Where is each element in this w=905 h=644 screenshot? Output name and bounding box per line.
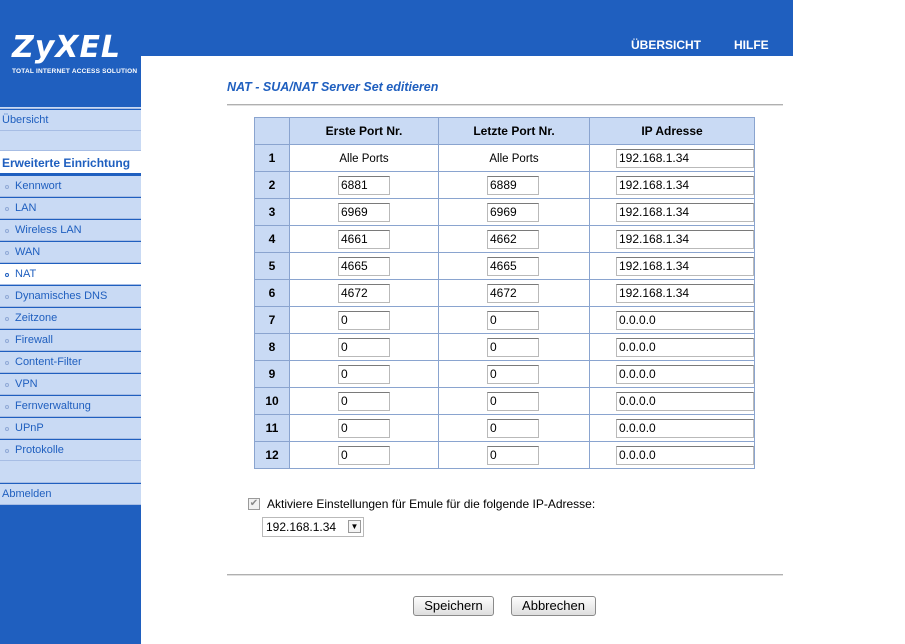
sidebar-item-firewall[interactable]	[0, 330, 141, 351]
chevron-down-icon[interactable]: ▼	[348, 520, 361, 533]
row-number: 5	[255, 253, 290, 280]
last-port-cell	[439, 307, 590, 334]
last-port-input[interactable]	[487, 446, 539, 465]
table-row	[255, 145, 755, 172]
sidebar-item-upnp[interactable]	[0, 418, 141, 439]
page-margin	[793, 0, 905, 644]
first-port-input[interactable]	[338, 176, 390, 195]
help-link[interactable]: HILFE	[734, 38, 769, 52]
last-port-input[interactable]	[487, 284, 539, 303]
sidebar-item-nat[interactable]	[0, 264, 141, 285]
ip-cell	[590, 442, 755, 469]
ip-address-input[interactable]	[616, 311, 754, 330]
overview-link[interactable]: ÜBERSICHT	[631, 38, 702, 52]
row-number: 3	[255, 199, 290, 226]
bullet-icon	[5, 317, 9, 321]
page-title: NAT - SUA/NAT Server Set editieren	[227, 80, 439, 94]
col-header-first-port: Erste Port Nr.	[290, 118, 439, 145]
last-port-input[interactable]	[487, 203, 539, 222]
table-row	[255, 253, 755, 280]
sidebar-item-vpn[interactable]	[0, 374, 141, 395]
bullet-icon	[5, 405, 9, 409]
header-curve	[141, 30, 221, 90]
sidebar-item-wireless-lan[interactable]	[0, 220, 141, 241]
row-number: 4	[255, 226, 290, 253]
ip-address-input[interactable]	[616, 284, 754, 303]
last-port-input[interactable]	[487, 392, 539, 411]
sidebar-item-overview[interactable]: Übersicht	[0, 110, 141, 131]
row-number: 10	[255, 388, 290, 415]
sidebar-item-label: Kennwort	[15, 180, 62, 192]
first-port-cell	[290, 253, 439, 280]
table-header-row	[255, 118, 755, 145]
ip-cell	[590, 388, 755, 415]
row-number: 12	[255, 442, 290, 469]
row-number: 9	[255, 361, 290, 388]
sidebar-item-lan[interactable]	[0, 198, 141, 219]
sidebar-item-label: Wireless LAN	[15, 224, 82, 236]
table-row	[255, 442, 755, 469]
first-port-cell	[290, 334, 439, 361]
first-port-input[interactable]	[338, 311, 390, 330]
bullet-icon	[5, 207, 9, 211]
bullet-icon	[5, 295, 9, 299]
ip-cell	[590, 172, 755, 199]
last-port-cell	[439, 199, 590, 226]
row-number: 11	[255, 415, 290, 442]
first-port-input[interactable]	[338, 338, 390, 357]
first-port-cell	[290, 415, 439, 442]
col-header-last-port: Letzte Port Nr.	[439, 118, 590, 145]
sidebar-item-label: UPnP	[15, 422, 44, 434]
sidebar-item-label: Protokolle	[15, 444, 64, 456]
sidebar-item-dynamisches-dns[interactable]	[0, 286, 141, 307]
bullet-icon	[5, 251, 9, 255]
table-row	[255, 172, 755, 199]
first-port-cell	[290, 226, 439, 253]
bullet-icon	[5, 339, 9, 343]
ip-address-input[interactable]	[616, 203, 754, 222]
ip-address-input[interactable]	[616, 257, 754, 276]
emule-ip-value: 192.168.1.34	[266, 520, 337, 534]
first-port-cell	[290, 442, 439, 469]
ip-address-input[interactable]	[616, 365, 754, 384]
bullet-icon	[5, 449, 9, 453]
last-port-cell	[439, 415, 590, 442]
row-number: 1	[255, 145, 290, 172]
first-port-input[interactable]	[338, 203, 390, 222]
ip-cell	[590, 226, 755, 253]
logo-subtitle: TOTAL INTERNET ACCESS SOLUTION	[12, 68, 138, 75]
bullet-icon	[5, 427, 9, 431]
sidebar-item-kennwort[interactable]	[0, 176, 141, 197]
ip-cell	[590, 334, 755, 361]
bullet-icon	[5, 383, 9, 387]
ip-address-input[interactable]	[616, 338, 754, 357]
last-port-cell	[439, 388, 590, 415]
last-port-input[interactable]	[487, 365, 539, 384]
ip-cell	[590, 253, 755, 280]
row-number: 8	[255, 334, 290, 361]
first-port-cell	[290, 199, 439, 226]
sidebar-item-label: NAT	[15, 268, 37, 280]
first-port-cell	[290, 172, 439, 199]
table-row	[255, 388, 755, 415]
sidebar-item-protokolle[interactable]	[0, 440, 141, 461]
last-port-cell	[439, 334, 590, 361]
row-number: 6	[255, 280, 290, 307]
last-port-cell	[439, 172, 590, 199]
sidebar-item-zeitzone[interactable]	[0, 308, 141, 329]
ip-cell	[590, 415, 755, 442]
table-row	[255, 226, 755, 253]
ip-address-input[interactable]	[616, 176, 754, 195]
table-body	[255, 145, 755, 469]
save-button[interactable]: Speichern	[413, 596, 494, 616]
divider-bottom	[227, 574, 783, 576]
table-row	[255, 361, 755, 388]
col-header-ip: IP Adresse	[590, 118, 755, 145]
sidebar-section-header: Erweiterte Einrichtung	[0, 151, 141, 175]
first-port-input[interactable]	[338, 392, 390, 411]
zyxel-logo: ZyXEL	[12, 30, 122, 65]
table-row	[255, 334, 755, 361]
ip-cell	[590, 145, 755, 172]
emule-label: Aktiviere Einstellungen für Emule für die folgende IP-Adresse:	[267, 497, 596, 511]
first-port-input[interactable]	[338, 230, 390, 249]
sidebar-item-label: Dynamisches DNS	[15, 290, 108, 302]
emule-ip-select[interactable]	[262, 517, 364, 537]
last-port-cell	[439, 442, 590, 469]
ip-cell	[590, 307, 755, 334]
bullet-icon	[5, 185, 9, 189]
bullet-icon	[5, 361, 9, 365]
first-port-input[interactable]	[338, 419, 390, 438]
sidebar-item-label: Content-Filter	[15, 356, 82, 368]
sidebar-item-label: Firewall	[15, 334, 53, 346]
row-number: 2	[255, 172, 290, 199]
sidebar-item-label: LAN	[15, 202, 37, 214]
table-row	[255, 415, 755, 442]
ip-cell	[590, 199, 755, 226]
ip-cell	[590, 361, 755, 388]
first-port-cell	[290, 145, 439, 172]
last-port-input[interactable]	[487, 338, 539, 357]
sidebar-item-label: Zeitzone	[15, 312, 58, 324]
first-port-cell	[290, 307, 439, 334]
ip-address-input[interactable]	[616, 419, 754, 438]
last-port-cell	[439, 280, 590, 307]
last-port-cell	[439, 361, 590, 388]
table-row	[255, 280, 755, 307]
ip-address-input[interactable]	[616, 149, 754, 168]
sidebar-divider	[0, 107, 141, 109]
first-port-input[interactable]	[338, 365, 390, 384]
ip-address-input[interactable]	[616, 446, 754, 465]
sidebar-spacer	[0, 131, 141, 151]
bullet-icon	[5, 273, 9, 277]
sidebar-spacer-2	[0, 461, 141, 483]
last-port-input[interactable]	[487, 230, 539, 249]
last-port-cell	[439, 145, 590, 172]
first-port-text: Alle Ports	[339, 153, 389, 165]
ip-address-input[interactable]	[616, 392, 754, 411]
sidebar-item-logout[interactable]: Abmelden	[0, 484, 141, 505]
row-number: 7	[255, 307, 290, 334]
ip-address-input[interactable]	[616, 230, 754, 249]
table-row	[255, 307, 755, 334]
last-port-input[interactable]	[487, 419, 539, 438]
table-row	[255, 199, 755, 226]
nat-server-table	[254, 117, 755, 469]
first-port-input[interactable]	[338, 284, 390, 303]
sidebar-item-label: Fernverwaltung	[15, 400, 91, 412]
first-port-cell	[290, 280, 439, 307]
first-port-cell	[290, 388, 439, 415]
cancel-button[interactable]: Abbrechen	[511, 596, 596, 616]
sidebar-item-label: WAN	[15, 246, 41, 258]
emule-checkbox[interactable]: ✔	[249, 498, 259, 509]
first-port-input[interactable]	[338, 257, 390, 276]
col-header-num	[255, 118, 290, 145]
first-port-cell	[290, 361, 439, 388]
bullet-icon	[5, 229, 9, 233]
sidebar-item-fernverwaltung[interactable]	[0, 396, 141, 417]
last-port-input[interactable]	[487, 257, 539, 276]
sidebar-item-wan[interactable]	[0, 242, 141, 263]
last-port-cell	[439, 253, 590, 280]
first-port-input[interactable]	[338, 446, 390, 465]
ip-cell	[590, 280, 755, 307]
last-port-cell	[439, 226, 590, 253]
divider-top	[227, 104, 783, 106]
last-port-input[interactable]	[487, 311, 539, 330]
last-port-input[interactable]	[487, 176, 539, 195]
sidebar-item-label: VPN	[15, 378, 38, 390]
last-port-text: Alle Ports	[489, 153, 539, 165]
sidebar-item-content-filter[interactable]	[0, 352, 141, 373]
